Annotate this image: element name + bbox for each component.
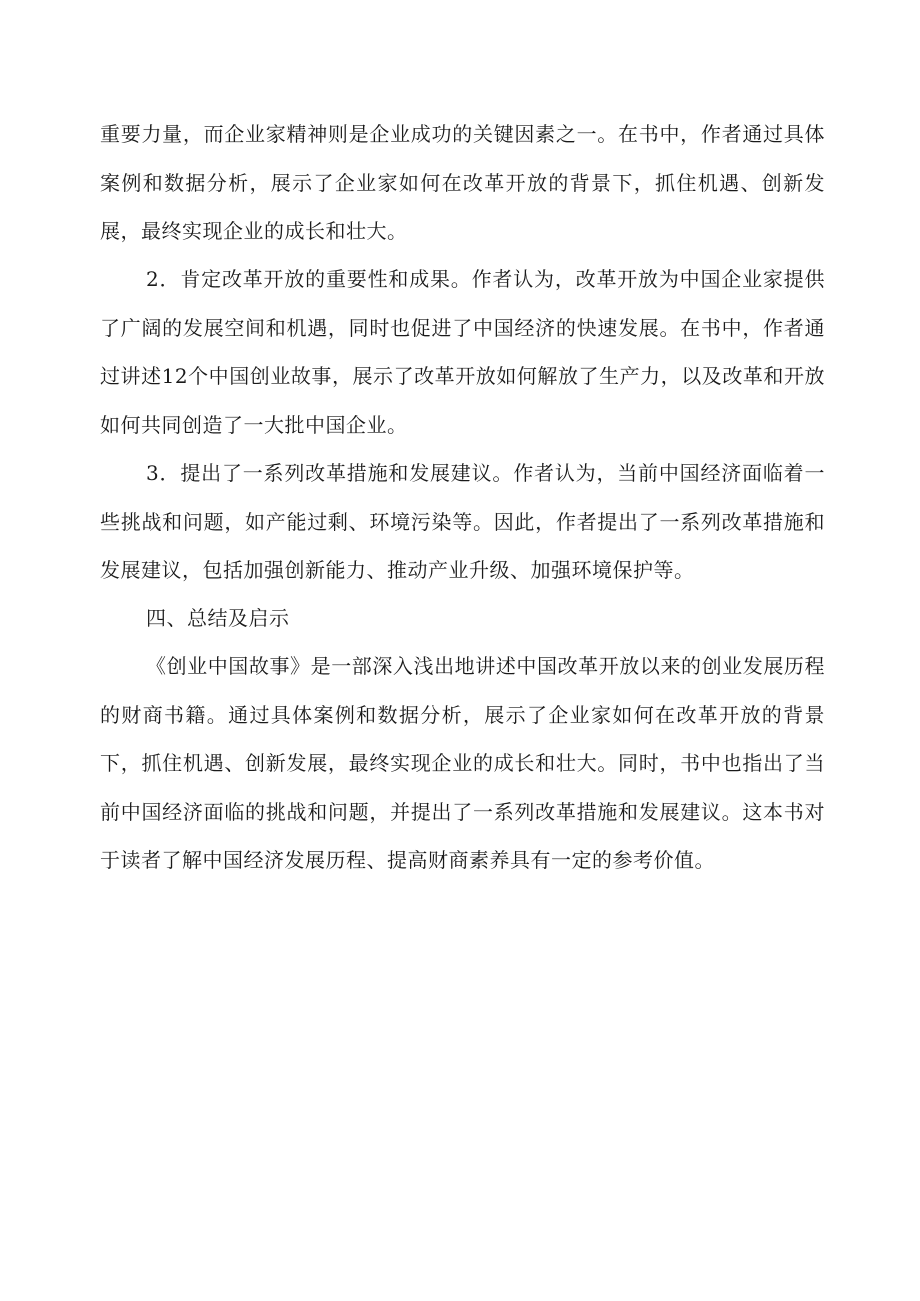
body-paragraph-continuation: 重要力量，而企业家精神则是企业成功的关键因素之一。在书中，作者通过具体案例和数据分析，展示了企业家如何在改革开放的背景下，抓住机遇、创新发展，最终实现企业的成长和壮大。 xyxy=(100,122,825,243)
body-paragraph-point-3: 3．提出了一系列改革措施和发展建议。作者认为，当前中国经济面临着一些挑战和问题，如产能过剩、环境污染等。因此，作者提出了一系列改革措施和发展建议，包括加强创新能力、推动产业升级、加强环境保护等。 xyxy=(100,461,825,582)
body-paragraph-point-2: 2．肯定改革开放的重要性和成果。作者认为，改革开放为中国企业家提供了广阔的发展空间和机遇，同时也促进了中国经济的快速发展。在书中，作者通过讲述12个中国创业故事，展示了改革开放如何解放了生产力，以及改革和开放如何共同创造了一大批中国企业。 xyxy=(100,267,825,437)
section-heading-summary: 四、总结及启示 xyxy=(146,606,290,630)
body-paragraph-summary: 《创业中国故事》是一部深入浅出地讲述中国改革开放以来的创业发展历程的财商书籍。通过具体案例和数据分析，展示了企业家如何在改革开放的背景下，抓住机遇、创新发展，最终实现企业的成长和壮大。同时，书中也指出了当前中国经济面临的挑战和问题，并提出了一系列改革措施和发展建议。这本书对于读者了解中国经济发展历程、提高财商素养具有一定的参考价值。 xyxy=(100,654,825,872)
